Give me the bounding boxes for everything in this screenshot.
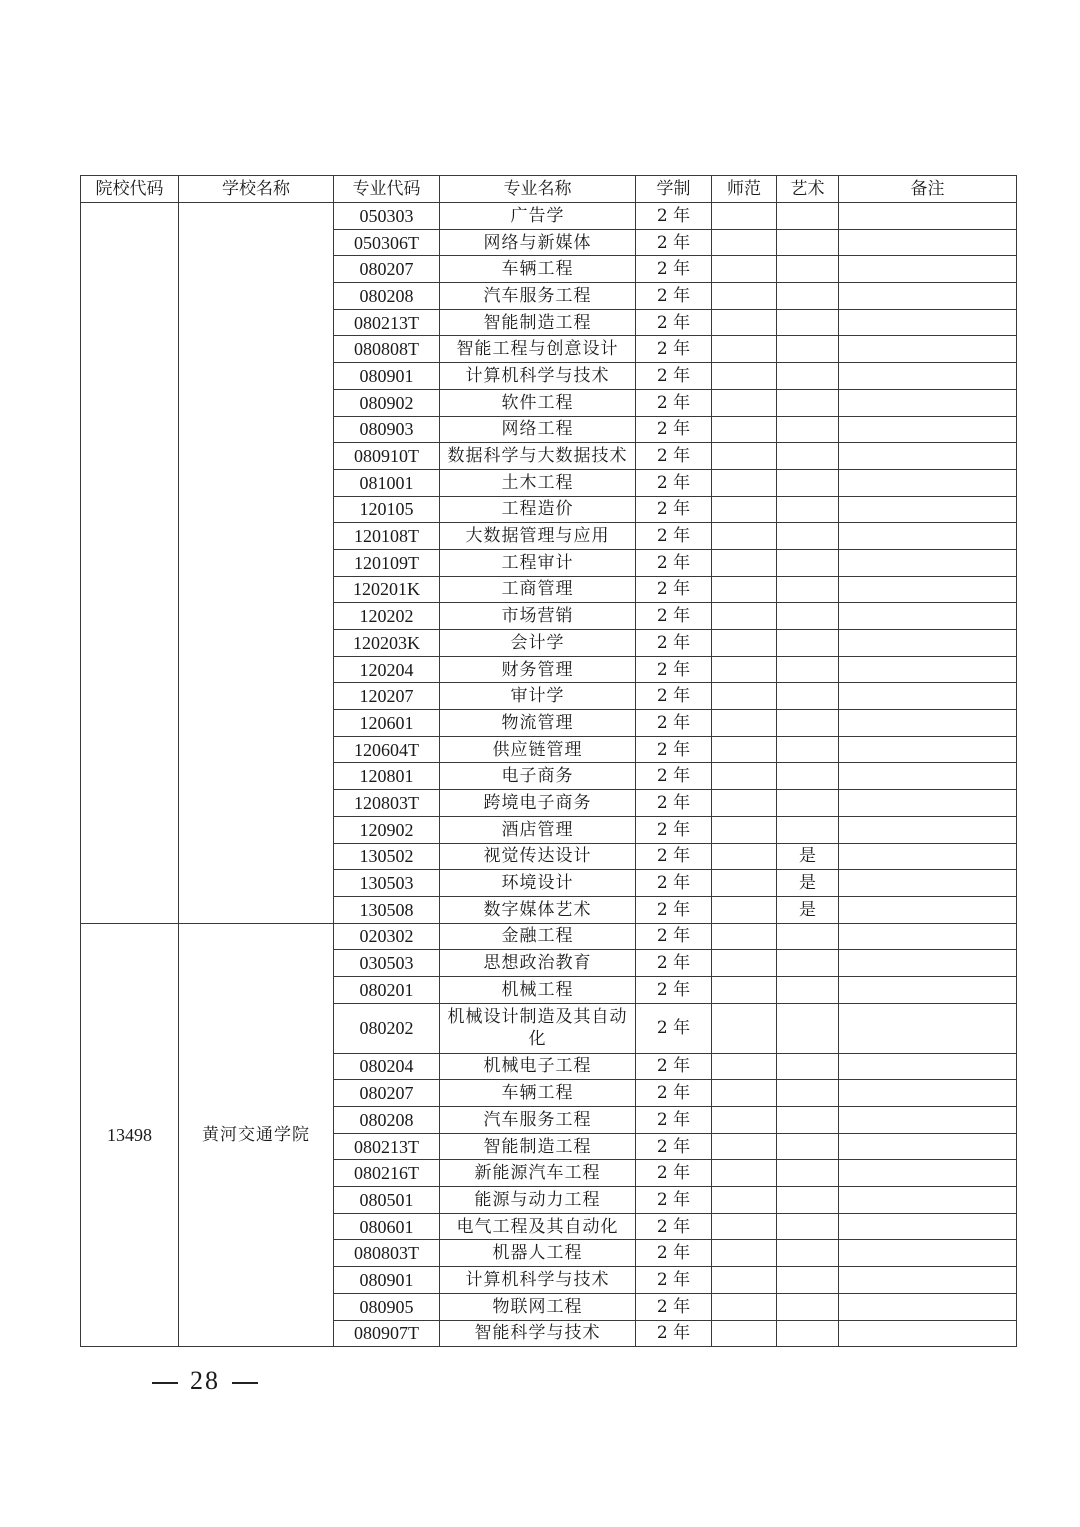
major-code-cell: 080903 [334,416,440,443]
major-code-cell: 080910T [334,443,440,470]
major-code-cell: 080202 [334,1003,440,1053]
normal-cell [712,1133,777,1160]
art-cell [777,1267,839,1294]
major-code-cell: 120201K [334,576,440,603]
art-cell [777,683,839,710]
header-major-name: 专业名称 [440,176,636,203]
major-name-cell: 酒店管理 [440,816,636,843]
normal-cell [712,523,777,550]
major-code-cell: 080907T [334,1320,440,1347]
normal-cell [712,683,777,710]
duration-cell: 2 年 [636,523,712,550]
duration-cell: 2 年 [636,950,712,977]
art-cell [777,1107,839,1134]
duration-cell: 2 年 [636,736,712,763]
art-cell [777,309,839,336]
normal-cell [712,976,777,1003]
art-cell [777,656,839,683]
major-name-cell: 网络工程 [440,416,636,443]
duration-cell: 2 年 [636,203,712,230]
duration-cell: 2 年 [636,256,712,283]
note-cell [839,1320,1017,1347]
art-cell [777,736,839,763]
art-cell [777,469,839,496]
note-cell [839,469,1017,496]
major-code-cell: 080204 [334,1053,440,1080]
duration-cell: 2 年 [636,630,712,657]
duration-cell: 2 年 [636,336,712,363]
duration-cell: 2 年 [636,1320,712,1347]
art-cell [777,523,839,550]
duration-cell: 2 年 [636,1080,712,1107]
note-cell [839,656,1017,683]
duration-cell: 2 年 [636,1133,712,1160]
major-code-cell: 080213T [334,309,440,336]
normal-cell [712,496,777,523]
art-cell [777,1240,839,1267]
normal-cell [712,603,777,630]
duration-cell: 2 年 [636,309,712,336]
major-name-cell: 智能工程与创意设计 [440,336,636,363]
major-code-cell: 050303 [334,203,440,230]
header-normal: 师范 [712,176,777,203]
major-code-cell: 050306T [334,229,440,256]
note-cell [839,549,1017,576]
normal-cell [712,576,777,603]
note-cell [839,363,1017,390]
major-code-cell: 080207 [334,1080,440,1107]
note-cell [839,816,1017,843]
normal-cell [712,1213,777,1240]
duration-cell: 2 年 [636,283,712,310]
art-cell [777,630,839,657]
major-code-cell: 030503 [334,950,440,977]
duration-cell: 2 年 [636,389,712,416]
major-code-cell: 120207 [334,683,440,710]
art-cell [777,576,839,603]
major-code-cell: 130503 [334,870,440,897]
note-cell [839,416,1017,443]
normal-cell [712,309,777,336]
normal-cell [712,1003,777,1053]
normal-cell [712,283,777,310]
duration-cell: 2 年 [636,683,712,710]
normal-cell [712,1160,777,1187]
art-cell [777,603,839,630]
note-cell [839,790,1017,817]
art-cell [777,549,839,576]
major-code-cell: 080208 [334,1107,440,1134]
note-cell [839,1240,1017,1267]
note-cell [839,443,1017,470]
major-code-cell: 120108T [334,523,440,550]
major-name-cell: 计算机科学与技术 [440,1267,636,1294]
school-name-cell: 黄河交通学院 [179,923,334,1347]
major-code-cell: 080216T [334,1160,440,1187]
note-cell [839,336,1017,363]
note-cell [839,923,1017,950]
duration-cell: 2 年 [636,763,712,790]
normal-cell [712,443,777,470]
page-number-dash-right [232,1382,258,1384]
note-cell [839,283,1017,310]
major-code-cell: 080901 [334,1267,440,1294]
art-cell [777,1003,839,1053]
major-code-cell: 081001 [334,469,440,496]
art-cell [777,763,839,790]
normal-cell [712,923,777,950]
major-name-cell: 土木工程 [440,469,636,496]
major-name-cell: 思想政治教育 [440,950,636,977]
normal-cell [712,790,777,817]
normal-cell [712,736,777,763]
major-name-cell: 广告学 [440,203,636,230]
major-name-cell: 视觉传达设计 [440,843,636,870]
major-code-cell: 080201 [334,976,440,1003]
major-name-cell: 机械设计制造及其自动化 [440,1003,636,1053]
duration-cell: 2 年 [636,896,712,923]
header-major-code: 专业代码 [334,176,440,203]
note-cell [839,1160,1017,1187]
art-cell [777,1293,839,1320]
major-code-cell: 020302 [334,923,440,950]
major-code-cell: 120803T [334,790,440,817]
note-cell [839,1187,1017,1214]
normal-cell [712,549,777,576]
normal-cell [712,1187,777,1214]
major-code-cell: 120109T [334,549,440,576]
art-cell: 是 [777,896,839,923]
normal-cell [712,816,777,843]
note-cell [839,496,1017,523]
school-code-cell [81,203,179,924]
art-cell [777,790,839,817]
art-cell [777,1187,839,1214]
major-name-cell: 智能制造工程 [440,1133,636,1160]
duration-cell: 2 年 [636,469,712,496]
normal-cell [712,203,777,230]
note-cell [839,870,1017,897]
major-code-cell: 130502 [334,843,440,870]
art-cell [777,416,839,443]
art-cell [777,710,839,737]
art-cell [777,496,839,523]
normal-cell [712,843,777,870]
major-code-cell: 120801 [334,763,440,790]
normal-cell [712,1107,777,1134]
duration-cell: 2 年 [636,843,712,870]
duration-cell: 2 年 [636,363,712,390]
table-row [81,203,1017,230]
major-code-cell: 080601 [334,1213,440,1240]
major-code-cell: 080803T [334,1240,440,1267]
major-name-cell: 车辆工程 [440,256,636,283]
header-row [81,176,1017,203]
major-name-cell: 车辆工程 [440,1080,636,1107]
duration-cell: 2 年 [636,1293,712,1320]
duration-cell: 2 年 [636,1160,712,1187]
duration-cell: 2 年 [636,923,712,950]
note-cell [839,256,1017,283]
note-cell [839,843,1017,870]
note-cell [839,1133,1017,1160]
art-cell [777,443,839,470]
normal-cell [712,656,777,683]
note-cell [839,1080,1017,1107]
note-cell [839,1267,1017,1294]
note-cell [839,1003,1017,1053]
duration-cell: 2 年 [636,1107,712,1134]
note-cell [839,683,1017,710]
major-code-cell: 120601 [334,710,440,737]
school-name-cell [179,203,334,924]
majors-table [80,175,1017,1347]
header-duration: 学制 [636,176,712,203]
major-code-cell: 120105 [334,496,440,523]
major-name-cell: 物联网工程 [440,1293,636,1320]
major-name-cell: 机器人工程 [440,1240,636,1267]
art-cell [777,203,839,230]
note-cell [839,736,1017,763]
normal-cell [712,896,777,923]
art-cell [777,256,839,283]
normal-cell [712,416,777,443]
major-name-cell: 工商管理 [440,576,636,603]
duration-cell: 2 年 [636,576,712,603]
art-cell: 是 [777,843,839,870]
normal-cell [712,1267,777,1294]
major-name-cell: 机械电子工程 [440,1053,636,1080]
page-number [140,1366,270,1396]
normal-cell [712,1320,777,1347]
normal-cell [712,630,777,657]
major-code-cell: 120204 [334,656,440,683]
major-code-cell: 120202 [334,603,440,630]
normal-cell [712,336,777,363]
major-name-cell: 网络与新媒体 [440,229,636,256]
major-name-cell: 能源与动力工程 [440,1187,636,1214]
normal-cell [712,389,777,416]
major-name-cell: 环境设计 [440,870,636,897]
major-code-cell: 120604T [334,736,440,763]
art-cell: 是 [777,870,839,897]
major-name-cell: 智能科学与技术 [440,1320,636,1347]
normal-cell [712,950,777,977]
art-cell [777,363,839,390]
major-name-cell: 电气工程及其自动化 [440,1213,636,1240]
duration-cell: 2 年 [636,443,712,470]
major-name-cell: 市场营销 [440,603,636,630]
major-name-cell: 工程造价 [440,496,636,523]
major-name-cell: 机械工程 [440,976,636,1003]
major-name-cell: 汽车服务工程 [440,1107,636,1134]
note-cell [839,976,1017,1003]
normal-cell [712,1080,777,1107]
major-name-cell: 会计学 [440,630,636,657]
major-name-cell: 金融工程 [440,923,636,950]
art-cell [777,1213,839,1240]
major-code-cell: 120203K [334,630,440,657]
major-name-cell: 新能源汽车工程 [440,1160,636,1187]
normal-cell [712,870,777,897]
normal-cell [712,1053,777,1080]
major-code-cell: 080208 [334,283,440,310]
duration-cell: 2 年 [636,870,712,897]
normal-cell [712,710,777,737]
note-cell [839,763,1017,790]
major-code-cell: 120902 [334,816,440,843]
art-cell [777,1160,839,1187]
major-name-cell: 数字媒体艺术 [440,896,636,923]
major-name-cell: 电子商务 [440,763,636,790]
note-cell [839,950,1017,977]
major-name-cell: 大数据管理与应用 [440,523,636,550]
duration-cell: 2 年 [636,710,712,737]
duration-cell: 2 年 [636,1267,712,1294]
header-school-code: 院校代码 [81,176,179,203]
art-cell [777,923,839,950]
normal-cell [712,363,777,390]
duration-cell: 2 年 [636,976,712,1003]
major-name-cell: 工程审计 [440,549,636,576]
major-code-cell: 080902 [334,389,440,416]
note-cell [839,576,1017,603]
duration-cell: 2 年 [636,1213,712,1240]
normal-cell [712,763,777,790]
art-cell [777,283,839,310]
art-cell [777,336,839,363]
page-number-text: 28 [190,1366,220,1395]
header-art: 艺术 [777,176,839,203]
normal-cell [712,1293,777,1320]
major-code-cell: 080501 [334,1187,440,1214]
duration-cell: 2 年 [636,1240,712,1267]
note-cell [839,309,1017,336]
duration-cell: 2 年 [636,1053,712,1080]
art-cell [777,1320,839,1347]
major-code-cell: 080213T [334,1133,440,1160]
art-cell [777,1053,839,1080]
major-name-cell: 汽车服务工程 [440,283,636,310]
note-cell [839,389,1017,416]
major-name-cell: 数据科学与大数据技术 [440,443,636,470]
art-cell [777,229,839,256]
normal-cell [712,1240,777,1267]
duration-cell: 2 年 [636,1003,712,1053]
major-code-cell: 080901 [334,363,440,390]
duration-cell: 2 年 [636,790,712,817]
major-name-cell: 软件工程 [440,389,636,416]
art-cell [777,976,839,1003]
note-cell [839,603,1017,630]
normal-cell [712,256,777,283]
major-name-cell: 财务管理 [440,656,636,683]
note-cell [839,1293,1017,1320]
duration-cell: 2 年 [636,656,712,683]
normal-cell [712,229,777,256]
note-cell [839,1213,1017,1240]
duration-cell: 2 年 [636,603,712,630]
page-number-dash-left [152,1382,178,1384]
art-cell [777,1133,839,1160]
duration-cell: 2 年 [636,416,712,443]
major-name-cell: 物流管理 [440,710,636,737]
duration-cell: 2 年 [636,549,712,576]
school-code-cell: 13498 [81,923,179,1347]
note-cell [839,710,1017,737]
major-code-cell: 080905 [334,1293,440,1320]
major-code-cell: 130508 [334,896,440,923]
major-name-cell: 智能制造工程 [440,309,636,336]
duration-cell: 2 年 [636,816,712,843]
major-name-cell: 跨境电子商务 [440,790,636,817]
note-cell [839,203,1017,230]
major-code-cell: 080207 [334,256,440,283]
header-note: 备注 [839,176,1017,203]
major-code-cell: 080808T [334,336,440,363]
normal-cell [712,469,777,496]
duration-cell: 2 年 [636,496,712,523]
note-cell [839,229,1017,256]
duration-cell: 2 年 [636,229,712,256]
major-name-cell: 供应链管理 [440,736,636,763]
header-school-name: 学校名称 [179,176,334,203]
note-cell [839,896,1017,923]
duration-cell: 2 年 [636,1187,712,1214]
art-cell [777,1080,839,1107]
major-name-cell: 审计学 [440,683,636,710]
major-name-cell: 计算机科学与技术 [440,363,636,390]
table-row [81,923,1017,950]
table-body [81,203,1017,1347]
note-cell [839,630,1017,657]
art-cell [777,950,839,977]
art-cell [777,816,839,843]
note-cell [839,1107,1017,1134]
art-cell [777,389,839,416]
note-cell [839,523,1017,550]
note-cell [839,1053,1017,1080]
